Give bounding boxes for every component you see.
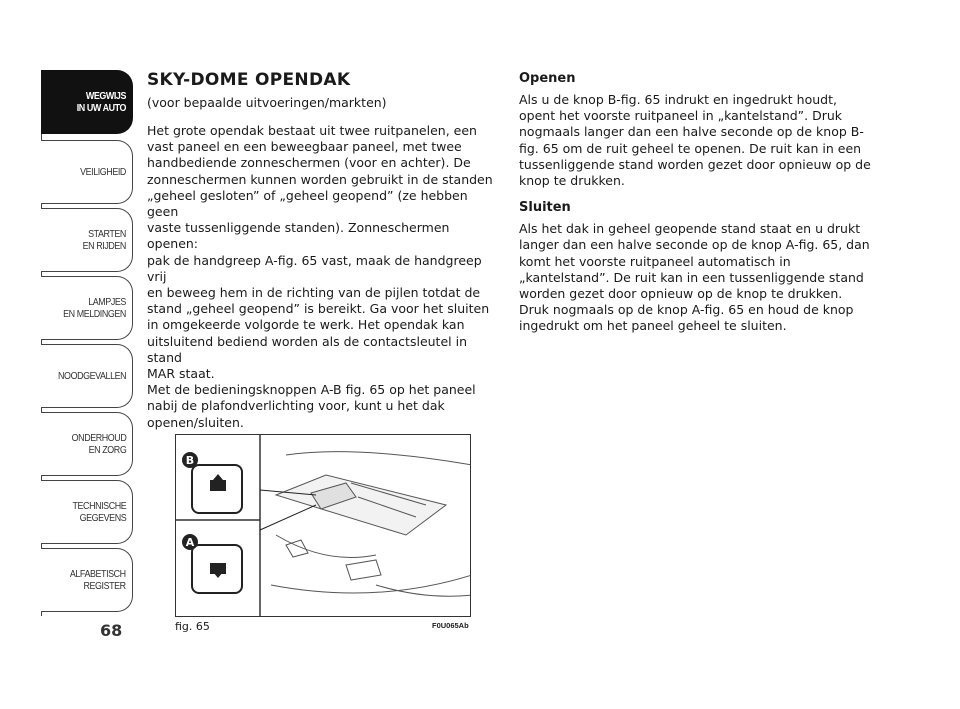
section-subtitle: (voor bepaalde uitvoeringen/markten) bbox=[147, 95, 387, 110]
tab-label: WEGWIJS IN UW AUTO bbox=[76, 90, 126, 114]
tab-label: NOODGEVALLEN bbox=[57, 370, 126, 382]
tab-noodgevallen[interactable] bbox=[41, 344, 133, 408]
tab-lampjes[interactable] bbox=[41, 276, 133, 340]
tab-starten[interactable] bbox=[41, 208, 133, 272]
callout-b-label: B bbox=[185, 454, 195, 467]
figure-65 bbox=[175, 434, 471, 617]
button-b-icon bbox=[210, 480, 226, 491]
figure-code: F0U065Ab bbox=[432, 621, 469, 630]
tab-alfabetisch[interactable] bbox=[41, 548, 133, 612]
tab-label: ONDERHOUD EN ZORG bbox=[71, 432, 126, 456]
tab-technische[interactable] bbox=[41, 480, 133, 544]
leader-line-a bbox=[260, 505, 316, 530]
section-body: Het grote opendak bestaat uit twee ruitpanelen, een vast paneel en een beweegbaar paneel, met twee handbediende zonneschermen (voor en achter). De zonneschermen kunnen worden gebruikt in de standen „geheel gesloten” of „geheel geopend” (ze hebben geen vaste tussenliggende standen). Zonneschermen openen: pak de handgreep A-fig. 65 vast, maak de handgreep vrij en beweeg hem in de richting van de pijlen totdat de stand „geheel geopend” is bereikt. Ga voor het sluiten in omgekeerde volgorde te werk. Het opendak kan uitsluitend bediend worden als de contactsleutel in stand MAR staat. Met de bedieningsknoppen A-B fig. 65 op het paneel nabij de plafondverlichting voor, kunt u het dak openen/sluiten. bbox=[147, 123, 493, 430]
open-heading: Openen bbox=[519, 71, 576, 86]
tab-veiligheid[interactable] bbox=[41, 140, 133, 204]
tab-wegwijs[interactable] bbox=[41, 70, 133, 134]
section-title: SKY-DOME OPENDAK bbox=[147, 70, 351, 90]
tab-label: LAMPJES EN MELDINGEN bbox=[63, 296, 126, 320]
tab-label: ALFABETISCH REGISTER bbox=[70, 568, 126, 592]
tab-label: TECHNISCHE GEGEVENS bbox=[72, 500, 126, 524]
callout-a-label: A bbox=[185, 536, 195, 549]
close-heading: Sluiten bbox=[519, 200, 571, 216]
tab-label: VEILIGHEID bbox=[80, 166, 126, 178]
console-sketch bbox=[271, 452, 471, 597]
page-number: 68 bbox=[100, 621, 123, 640]
close-text: Als het dak in geheel geopende stand staat en u drukt langer dan een halve seconde op de knop A-fig. 65, dan komt het voorste ruitpaneel automatisch in „kantelstand”. De ruit kan in een tussenliggende stand worden gezet door opnieuw op de knop te drukken. Druk nogmaals op de knop A-fig. 65 en houd de knop ingedrukt om het paneel geheel te sluiten. bbox=[519, 221, 870, 334]
tab-label: STARTEN EN RIJDEN bbox=[82, 228, 126, 252]
tab-onderhoud[interactable] bbox=[41, 412, 133, 476]
right-column bbox=[519, 70, 874, 335]
open-text: Als u de knop B-fig. 65 indrukt en ingedrukt houdt, opent het voorste ruitpaneel in „kantelstand”. Druk nogmaals langer dan een halve seconde op de knop B- fig. 65 om de ruit geheel te openen. De ruit kan in een tussenliggende stand worden gezet door opnieuw op de knop te drukken. bbox=[519, 92, 871, 189]
left-column bbox=[147, 70, 499, 431]
roof-control-illustration bbox=[176, 435, 471, 617]
figure-caption: fig. 65 bbox=[175, 620, 210, 633]
